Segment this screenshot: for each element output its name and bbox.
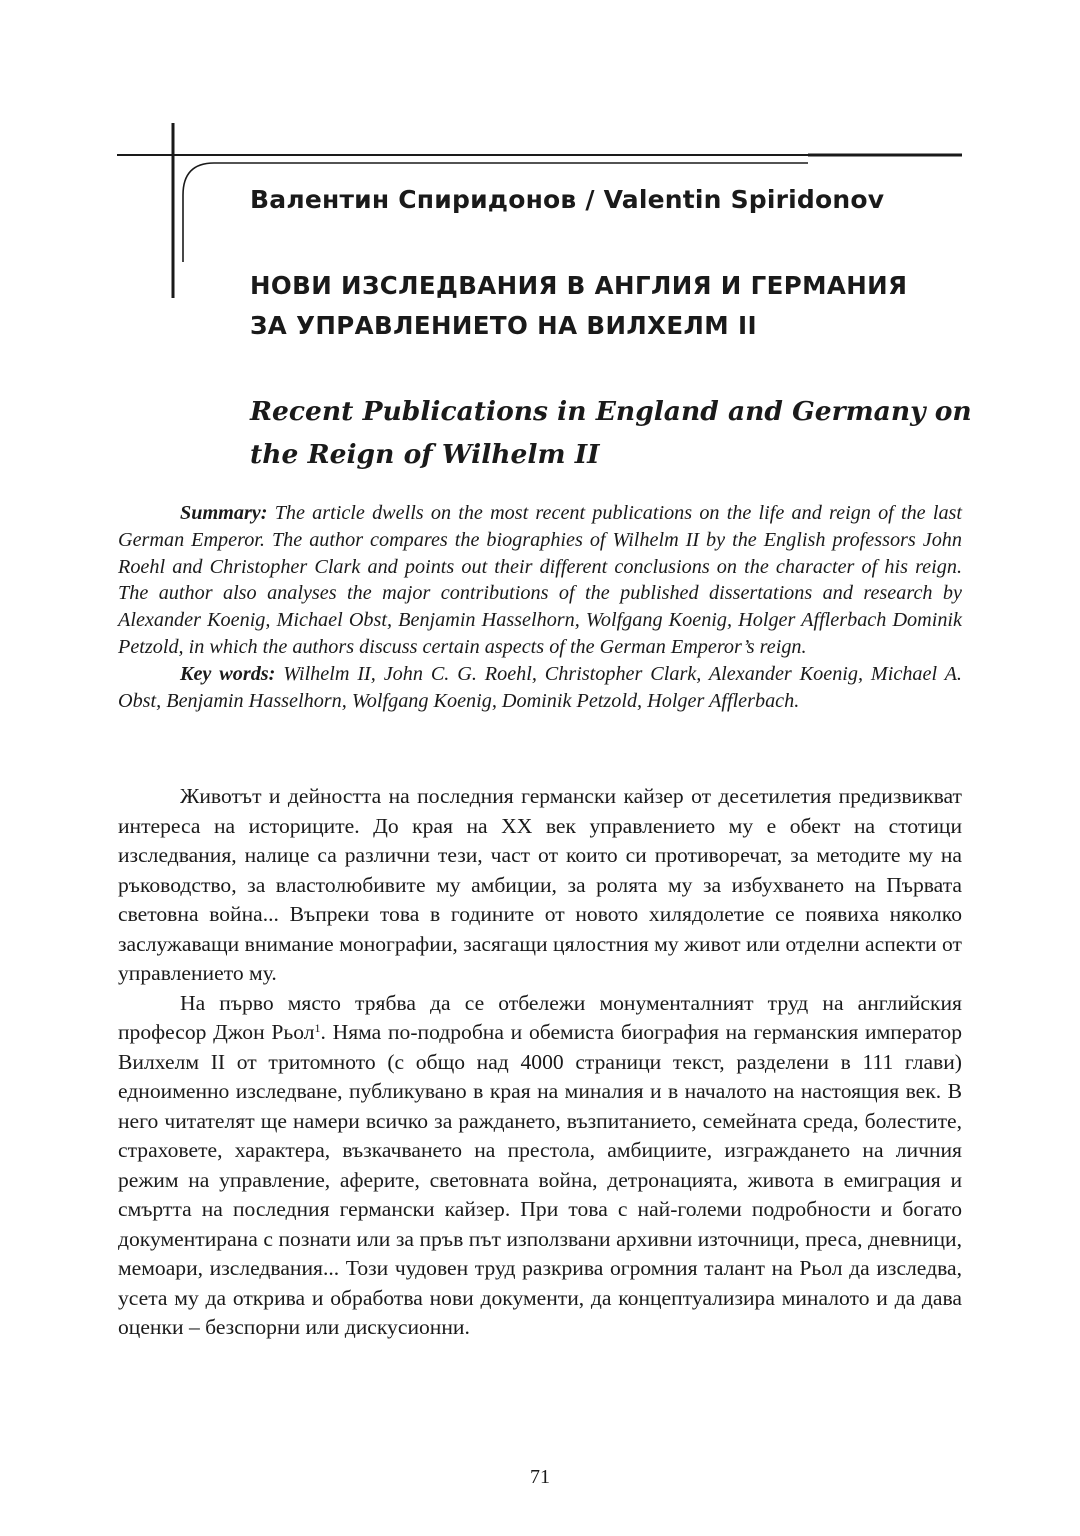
article-title-bulgarian <box>250 266 980 346</box>
author-name: Валентин Спиридонов / Valentin Spiridonov <box>250 185 885 214</box>
body-paragraph-1: Животът и дейността на последния германски кайзер от десетилетия предизвикват интереса на историците. До края на XX век управлението му е обект на стотици изследвания, налице са различни тези, част от които си противоречат, за методите му на ръководство, за властолюбивите му амбиции, за ролята му за избухването на Първата световна война... Въпреки това в годините от новото хилядолетие се появиха няколко заслужаващи внимание монографии, засягащи цялостния му живот или отделни аспекти от управлението му. <box>118 784 962 985</box>
title-bg-line: НОВИ ИЗСЛЕДВАНИЯ В АНГЛИЯ И ГЕРМАНИЯ <box>250 271 908 300</box>
article-title-english <box>250 390 980 476</box>
title-bg-line: ЗА УПРАВЛЕНИЕТО НА ВИЛХЕЛМ II <box>250 311 758 340</box>
keywords-text: Wilhelm II, John C. G. Roehl, Christopher Clark, Alexander Koenig, Michael A. Obst, Benjamin Hasselhorn, Wolfgang Koenig, Dominik Petzold, Holger Afflerbach. <box>118 662 962 712</box>
paragraph-2-start: На първо място трябва да се отбележи монументалният труд на английския професор Джон Рьол <box>118 990 962 1044</box>
title-en-line: the Reign of Wilhelm II <box>250 439 600 470</box>
summary-text: The article dwells on the most recent publications on the life and reign of the last German Emperor. The author compares the biographies of Wilhelm II by the English professors John Roehl and Christopher Clark and points out their different conclusions on the character of his reign. The author also analyses the major contributions of the published dissertations and research by Alexander Koenig, Michael Obst, Benjamin Hasselhorn, Wolfgang Koenig, Holger Afflerbach Dominik Petzold, in which the authors discuss certain aspects of the German Emperor’s reign. <box>118 502 962 658</box>
abstract <box>118 500 962 714</box>
footnote-reference[interactable]: 1 <box>314 1021 321 1035</box>
summary-label: Summary: <box>180 502 268 524</box>
paragraph-2-end: . Няма по-подробна и обемиста биография на германския император Вилхелм II от тритомното (с общо над 4000 страници текст, разделени в 111 глави) едноименно изследване, публикувано в края на миналия и в началото на настоящия век. В него читателят ще намери всичко за раждането, възпитанието, семейната среда, болестите, страховете, характера, възкачването на престола, амбициите, изграждането на личния режим на управление, аферите, световната война, детронацията, живота в емиграция и смъртта на последния германски кайзер. При това с най-големи подробности и богато документирана с познати или за пръв път използвани архивни източници, преса, дневници, мемоари, изследвания... Този чудовен труд разкрива огромния талант на Рьол да изследва, усета му да открива и обработва нови документи, да концептуализира миналото и да дава оценки – безспорни или дискусионни. <box>118 1020 962 1339</box>
summary-paragraph <box>118 500 962 661</box>
keywords-paragraph <box>118 661 962 715</box>
body-paragraph-2 <box>118 989 962 1343</box>
title-en-line: Recent Publications in England and Germany on <box>250 396 972 427</box>
keywords-label: Key words: <box>180 662 276 685</box>
article-body <box>118 782 962 1343</box>
page-number: 71 <box>530 1466 550 1488</box>
